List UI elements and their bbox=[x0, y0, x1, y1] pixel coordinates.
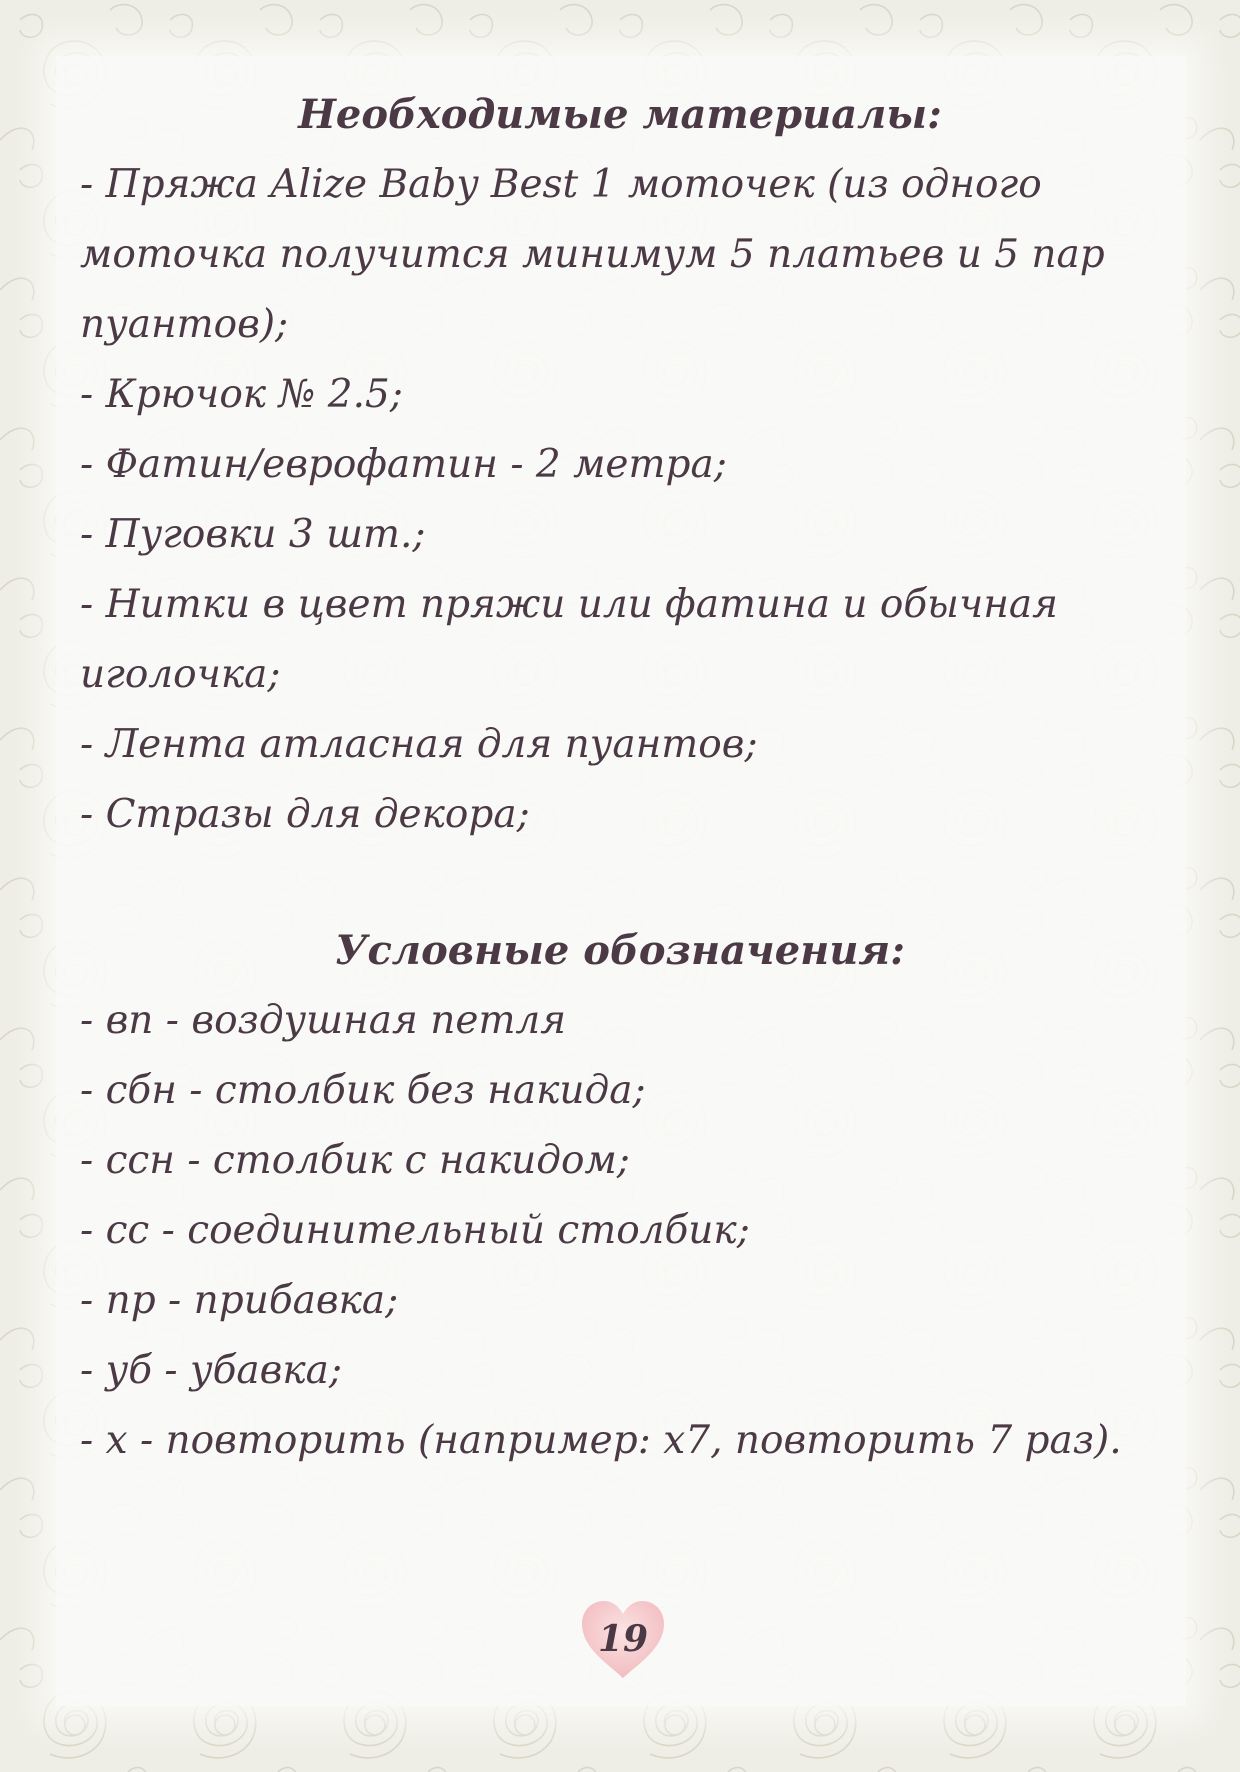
legend-item-vp: - вп - воздушная петля bbox=[80, 998, 567, 1043]
legend-item-ss: - сс - соединительный столбик; bbox=[80, 1208, 750, 1253]
legend-item-ssn: - ссн - столбик с накидом; bbox=[80, 1138, 630, 1183]
legend-item-ub: - уб - убавка; bbox=[80, 1348, 343, 1393]
materials-item-tulle: - Фатин/еврофатин - 2 метра; bbox=[80, 442, 727, 487]
materials-item-yarn: - Пряжа Alize Baby Best 1 моточек (из одного моточка получится минимум 5 платьев и 5 пар пуантов); bbox=[80, 162, 1105, 347]
materials-item-buttons: - Пуговки 3 шт.; bbox=[80, 512, 426, 557]
legend-item-pr: - пр - прибавка; bbox=[80, 1278, 399, 1323]
materials-heading: Необходимые материалы: bbox=[298, 91, 942, 138]
materials-item-ribbon: - Лента атласная для пуантов; bbox=[80, 722, 758, 767]
page-number: 19 bbox=[597, 1618, 649, 1660]
materials-item-rhinestones: - Стразы для декора; bbox=[80, 792, 530, 837]
materials-item-hook: - Крючок № 2.5; bbox=[80, 372, 403, 417]
legend-item-sbn: - сбн - столбик без накида; bbox=[80, 1068, 646, 1113]
materials-item-thread: - Нитки в цвет пряжи или фатина и обычная иголочка; bbox=[80, 582, 1058, 697]
legend-item-repeat: - х - повторить (например: х7, повторить 7 раз). bbox=[80, 1418, 1122, 1463]
legend-heading: Условные обозначения: bbox=[334, 927, 906, 974]
section-spacer bbox=[80, 850, 1160, 916]
page-content bbox=[80, 80, 1160, 1476]
